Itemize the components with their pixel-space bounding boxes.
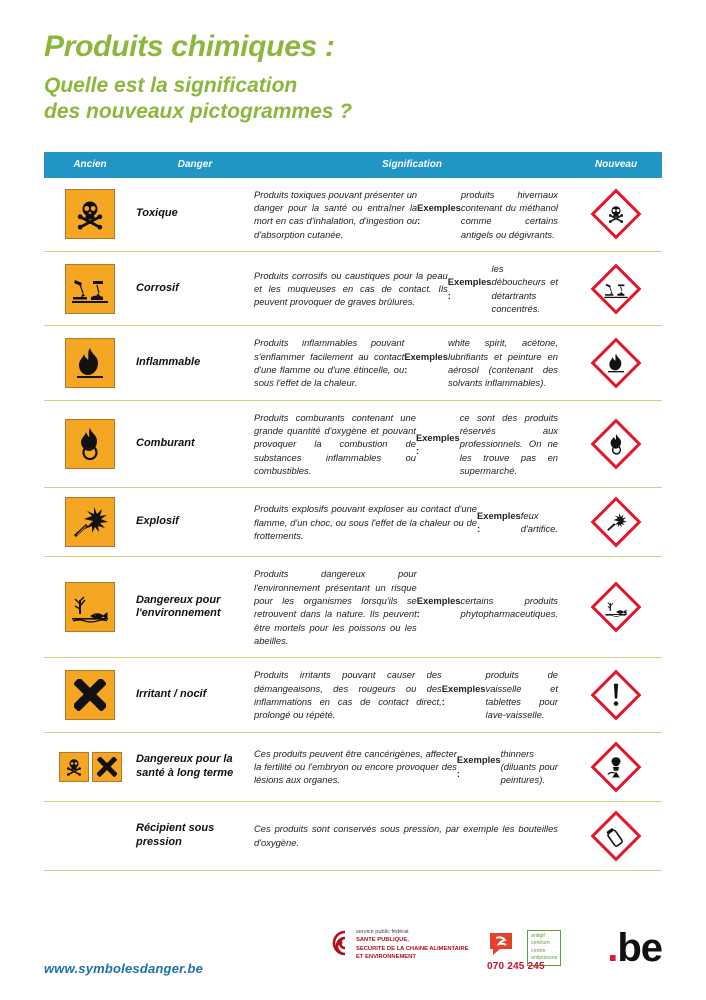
column-header-new: Nouveau xyxy=(594,159,638,170)
meaning-main: Produits dangereux pour l'environnement présentant un risque pour les organismes lorsqu'ils se retrouvent dans la nature. Ils peuvent être mortels pour les poissons ou les abeilles. xyxy=(254,568,417,647)
ghs-environment-icon xyxy=(590,581,642,633)
meaning-text xyxy=(254,658,570,731)
meaning-text xyxy=(254,557,570,657)
new-pictogram-cell xyxy=(570,802,662,870)
table-row xyxy=(44,488,662,557)
ghs-health-hazard-icon xyxy=(590,741,642,793)
danger-label: Toxique xyxy=(136,207,178,220)
health-hazard-glyph xyxy=(590,741,642,793)
table-row xyxy=(44,252,662,326)
example-label: Exemples : xyxy=(447,276,492,301)
exclamation-glyph xyxy=(590,669,642,721)
meaning-text xyxy=(254,326,570,399)
skull-crossbones-icon xyxy=(59,752,89,782)
flame-over-circle-icon xyxy=(65,419,115,469)
column-header-old: Ancien xyxy=(73,159,107,170)
page-subtitle-line1: Quelle est la signification xyxy=(44,74,298,97)
antipoison-line3: centre xyxy=(531,947,546,954)
table-row xyxy=(44,401,662,489)
skull-glyph xyxy=(590,188,642,240)
new-pictogram-cell xyxy=(570,326,662,399)
old-pictogram-cell xyxy=(44,326,136,399)
corrosion-icon xyxy=(65,264,115,314)
example-label: Exemples : xyxy=(404,350,448,375)
danger-label: Explosif xyxy=(136,515,179,528)
spf-line3: SECURITE DE LA CHAINE ALIMENTAIRE xyxy=(356,945,469,952)
meaning-main: Produits irritants pouvant causer des démangeaisons, des rougeurs ou des inflammations en cas de contact direct, prolongé ou répété. xyxy=(254,669,442,721)
page-title: Produits chimiques : xyxy=(44,30,335,63)
antipoison-phone: 070 245 245 xyxy=(487,961,545,972)
old-pictogram-cell xyxy=(44,557,136,657)
ghs-skull-icon xyxy=(590,188,642,240)
meaning-main: Ces produits sont conservés sous pression, par exemple les bouteilles d'oxygène. xyxy=(254,823,558,848)
old-pictogram-cell xyxy=(44,252,136,325)
new-pictogram-cell xyxy=(570,658,662,731)
spf-line4: ET ENVIRONNEMENT xyxy=(356,954,416,961)
danger-label: Dangereux pour la santé à long terme xyxy=(136,753,234,779)
example-label: Exemples : xyxy=(456,754,501,779)
example-text: certains produits phytopharmaceutiques. xyxy=(460,595,558,620)
flame-glyph xyxy=(590,337,642,389)
table-row xyxy=(44,557,662,658)
old-pictogram-cell xyxy=(44,658,136,731)
antipoison-line4: antipoisons xyxy=(531,955,558,962)
environment-glyph xyxy=(590,581,642,633)
antipoison-line1: antigif xyxy=(531,932,545,939)
new-pictogram-cell xyxy=(570,488,662,556)
be-logo xyxy=(607,928,662,968)
old-pictogram-cell xyxy=(44,733,136,801)
meaning-main: Produits toxiques pouvant présenter un danger pour la santé ou entraîner la mort en cas d'inhalation, d'ingestion ou d'absorption cutanée. xyxy=(254,188,418,240)
pictogram-table xyxy=(44,152,662,871)
table-row xyxy=(44,802,662,871)
spf-line1: service public fédéral xyxy=(356,928,409,935)
example-text: ce sont des produits réservés aux professionnels. On ne les trouve pas en supermarché. xyxy=(459,411,558,476)
example-text: produits de vaisselle et tablettes pour lave-vaisselle. xyxy=(485,669,558,721)
dead-tree-fish-icon xyxy=(65,582,115,632)
spf-logo-text xyxy=(356,928,469,962)
old-pictogram-cell xyxy=(44,488,136,556)
example-text: thinners (diluants pour peintures). xyxy=(500,747,558,786)
example-label: Exemples : xyxy=(417,201,461,227)
flame-over-circle-glyph xyxy=(590,418,642,470)
example-text: produits hivernaux contenant du méthanol comme certains antigels ou dégivrants. xyxy=(460,188,558,240)
example-label: Exemples : xyxy=(416,595,461,620)
page-subtitle-line2: des nouveaux pictogrammes ? xyxy=(44,100,353,124)
meaning-main: Produits explosifs pouvant exploser au contact d'une flamme, d'un choc, ou sous l'effet de la chaleur ou de frottements. xyxy=(254,503,477,542)
spf-logo xyxy=(325,928,469,962)
ghs-exclamation-icon xyxy=(590,669,642,721)
page-header xyxy=(0,0,706,130)
old-pictogram-cell xyxy=(44,401,136,488)
meaning-main: Produits corrosifs ou caustiques pour la peau et les muqueuses en cas de contact. Ils peuvent provoquer de graves brûlures. xyxy=(254,269,448,308)
spf-mark-icon xyxy=(325,928,351,958)
antipoison-mark-icon xyxy=(487,930,523,960)
ghs-corrosion-icon xyxy=(590,263,642,315)
table-row xyxy=(44,326,662,400)
meaning-text xyxy=(254,252,570,325)
example-text: les déboucheurs et détartrants concentrés. xyxy=(491,262,558,314)
example-label: Exemples : xyxy=(441,682,486,708)
ghs-flame-icon xyxy=(590,337,642,389)
table-row xyxy=(44,658,662,732)
page-footer xyxy=(0,880,706,1000)
ghs-flame-over-circle-icon xyxy=(590,418,642,470)
new-pictogram-cell xyxy=(570,401,662,488)
meaning-text xyxy=(254,802,570,870)
exploding-bomb-icon xyxy=(65,497,115,547)
x-cross-icon xyxy=(92,752,122,782)
meaning-text xyxy=(254,488,570,556)
skull-crossbones-icon xyxy=(65,189,115,239)
example-text: feux d'artifice. xyxy=(520,510,559,535)
ghs-gas-cylinder-icon xyxy=(590,810,642,862)
ghs-exploding-bomb-icon xyxy=(590,496,642,548)
meaning-text xyxy=(254,733,570,801)
new-pictogram-cell xyxy=(570,557,662,657)
old-pictogram-pair xyxy=(59,752,122,782)
example-text: white spirit, acétone, lubrifiants et peinture en aérosol (contenant des solvants inflammables). xyxy=(447,337,558,389)
table-row xyxy=(44,178,662,252)
danger-label: Inflammable xyxy=(136,356,201,369)
gas-cylinder-glyph xyxy=(590,810,642,862)
new-pictogram-cell xyxy=(570,252,662,325)
corrosion-glyph xyxy=(590,263,642,315)
be-logo-dot: . xyxy=(607,926,618,970)
meaning-main: Produits comburants contenant une grande quantité d'oxygène et pouvant provoquer la combustion de substances inflammables ou combustibles. xyxy=(254,411,416,476)
website-url[interactable]: www.symbolesdanger.be xyxy=(44,961,204,976)
new-pictogram-cell xyxy=(570,178,662,251)
column-header-danger: Danger xyxy=(177,159,213,170)
example-label: Exemples : xyxy=(477,510,521,535)
new-pictogram-cell xyxy=(570,733,662,801)
antipoison-line2: centrum xyxy=(531,940,550,947)
danger-label: Irritant / nocif xyxy=(136,688,207,701)
column-header-meaning: Signification xyxy=(382,159,442,170)
x-cross-icon xyxy=(65,670,115,720)
exploding-bomb-glyph xyxy=(590,496,642,548)
be-logo-text: be xyxy=(617,926,662,970)
page-subtitle xyxy=(44,73,666,126)
example-label: Exemples : xyxy=(415,431,460,456)
table-header-row xyxy=(44,152,662,178)
meaning-text xyxy=(254,178,570,251)
meaning-main: Produits inflammables pouvant s'enflammer facilement au contact d'une flamme ou d'une étincelle, ou sous l'effet de la chaleur. xyxy=(254,337,405,389)
meaning-main: Ces produits peuvent être cancérigènes, affecter la fertilité ou l'embryon ou encore provoquer des lésions aux organes. xyxy=(254,747,457,786)
flame-icon xyxy=(65,338,115,388)
danger-label: Comburant xyxy=(136,437,195,450)
table-row xyxy=(44,733,662,802)
meaning-text xyxy=(254,401,570,488)
old-pictogram-cell xyxy=(44,802,136,870)
spf-line2: SANTE PUBLIQUE, xyxy=(356,936,409,943)
danger-label: Corrosif xyxy=(136,281,179,294)
old-pictogram-cell xyxy=(44,178,136,251)
danger-label: Dangereux pour l'environnement xyxy=(136,593,221,620)
danger-label: Récipient sous pression xyxy=(136,822,215,848)
